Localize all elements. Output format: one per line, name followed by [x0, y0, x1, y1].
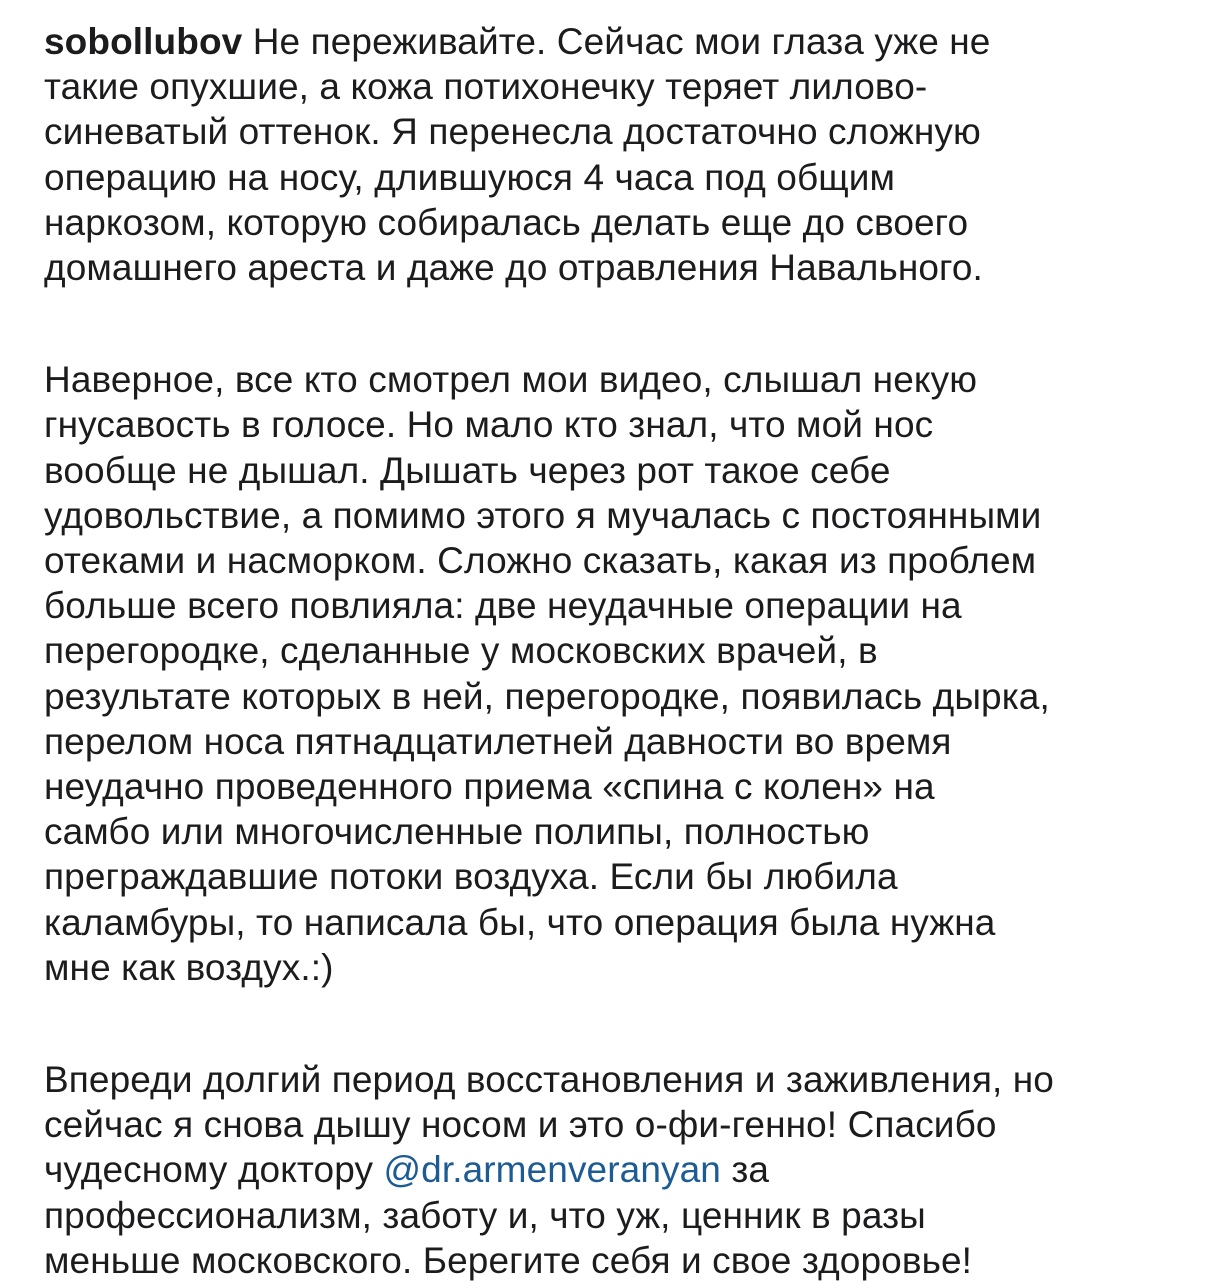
caption-line: перегородке, сделанные у московских врачей, в: [44, 630, 878, 672]
caption-line: Впереди долгий период восстановления и заживления, но: [44, 1059, 1054, 1101]
caption-line: каламбуры, то написала бы, что операция была нужна: [44, 901, 996, 943]
caption-line: преграждавшие потоки воздуха. Если бы любила: [44, 856, 898, 898]
caption-line: неудачно проведенного приема «спина с колен» на: [44, 766, 935, 808]
caption-line: больше всего повлияла: две неудачные операции на: [44, 585, 962, 627]
caption-line: отеками и насморком. Сложно сказать, какая из проблем: [44, 540, 1037, 582]
username-link[interactable]: sobollubov: [44, 21, 243, 62]
caption-line: Наверное, все кто смотрел мои видео, слышал некую: [44, 359, 978, 401]
caption-line: вообще не дышал. Дышать через рот такое себе: [44, 449, 891, 491]
caption-line: синеватый оттенок. Я перенесла достаточно сложную: [44, 111, 981, 153]
caption-line: [44, 1147, 1184, 1192]
mention-link[interactable]: @dr.armenveranyan: [383, 1149, 721, 1191]
paragraph-gap: [44, 290, 1184, 357]
caption-line: операцию на носу, длившуюся 4 часа под общим: [44, 156, 896, 198]
post-caption: [44, 19, 1184, 1283]
caption-line: наркозом, которую собиралась делать еще до своего: [44, 201, 969, 243]
caption-line: удовольствие, а помимо этого я мучалась с постоянными: [44, 494, 1042, 536]
paragraph-gap: [44, 990, 1184, 1057]
caption-line: самбо или многочисленные полипы, полностью: [44, 811, 870, 853]
caption-text: чудесному доктору: [44, 1149, 384, 1191]
caption-text: за: [720, 1149, 770, 1191]
caption-line: [44, 19, 1184, 64]
caption-line: гнусавость в голосе. Но мало кто знал, что мой нос: [44, 404, 934, 446]
caption-text: Не переживайте. Сейчас мои глаза уже не: [242, 21, 991, 62]
caption-line: такие опухшие, а кожа потихонечку теряет лилово-: [44, 66, 928, 108]
caption-line: меньше московского. Берегите себя и свое здоровье!: [44, 1239, 973, 1281]
caption-line: перелом носа пятнадцатилетней давности во время: [44, 720, 952, 762]
caption-line: мне как воздух.:): [44, 946, 334, 988]
caption-line: результате которых в ней, перегородке, появилась дырка,: [44, 675, 1050, 717]
caption-line: профессионализм, заботу и, что уж, ценник в разы: [44, 1194, 926, 1236]
caption-line: сейчас я снова дышу носом и это о-фи-генно! Спасибо: [44, 1104, 997, 1146]
caption-line: домашнего ареста и даже до отравления Навального.: [44, 247, 983, 289]
